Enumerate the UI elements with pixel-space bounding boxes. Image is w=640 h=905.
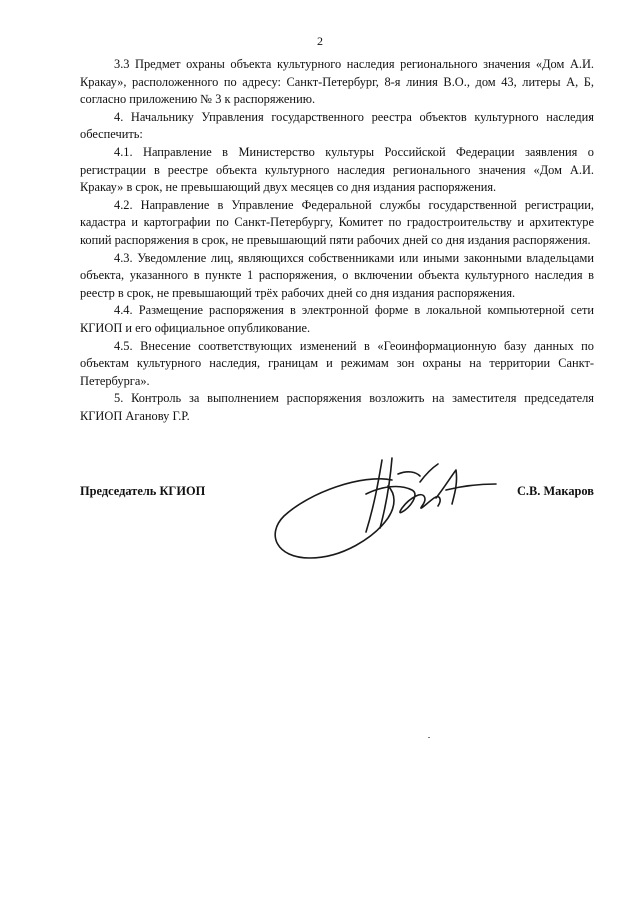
paragraph-5: 5. Контроль за выполнением распоряжения возложить на заместителя председателя КГИОП Аганову Г.Р. — [80, 391, 594, 423]
paragraph-4: 4. Начальнику Управления государственного реестра объектов культурного наследия обеспечить: — [80, 109, 594, 142]
document-body — [80, 56, 594, 425]
handwritten-signature — [270, 454, 500, 574]
stray-mark — [428, 737, 430, 738]
paragraph-4-4: 4.4. Размещение распоряжения в электронной форме в локальной компьютерной сети КГИОП и его официальное опубликование. — [80, 303, 594, 335]
signatory-position: Председатель КГИОП — [80, 484, 206, 498]
page-number: 2 — [317, 34, 323, 48]
signature-block — [80, 476, 594, 576]
signatory-name: С.В. Макаров — [516, 484, 594, 498]
paragraph-4-2: 4.2. Направление в Управление Федеральной службы государственной регистрации, кадастра и картографии по Санкт-Петербургу, Комитет по градостроительству и архитектуре копий распоряжения в срок, не превышающий пяти рабочих дней со дня издания распоряжения. — [80, 197, 594, 247]
paragraph-4-3: 4.3. Уведомление лиц, являющихся собственниками или иными законными владельцами объекта, указанного в пункте 1 распоряжения, о включении объекта культурного наследия в реестр в срок, не превышающий трёх рабочих дней со дня издания распоряжения. — [80, 250, 594, 300]
paragraph-3-3: 3.3 Предмет охраны объекта культурного наследия регионального значения «Дом А.И. Кракау», расположенного по адресу: Санкт-Петербург, 8-я линия В.О., дом 43, литеры А, Б, согласно приложению № 3 к распоряжению. — [80, 57, 594, 107]
paragraph-4-1: 4.1. Направление в Министерство культуры Российской Федерации заявления о регистрации в реестре объекта культурного наследия регионального значения «Дом А.И. Кракау» в срок, не превышающий двух месяцев со дня издания распоряжения. — [80, 144, 594, 195]
paragraph-4-5: 4.5. Внесение соответствующих изменений в «Геоинформационную базу данных по объектам культурного наследия, границам и режимам зон охраны на территории Санкт-Петербурга». — [80, 338, 594, 388]
